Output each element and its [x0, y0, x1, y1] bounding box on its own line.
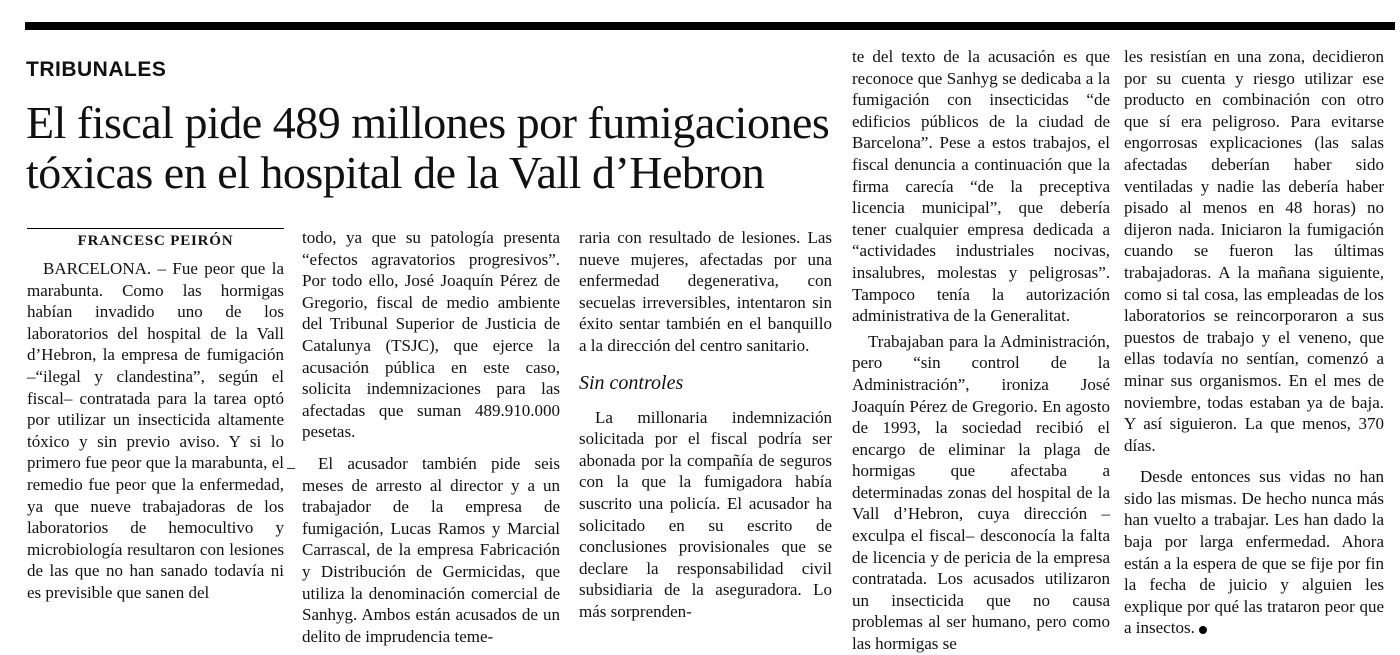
- paragraph: BARCELONA. – Fue peor que la marabunta. Como las hormigas habían invadido uno de los laboratorios del hospital de la Vall d’Hebron, la empresa de fumigación –“ilegal y clandestina”, según el fiscal– contratada para la tarea optó por utilizar un insecticida altamente tóxico y sin previo aviso. Y si lo primero fue peor que la marabunta, el remedio fue peor que la enfermedad, ya que nueve trabajadoras de los laboratorios de hemocultivo y microbiología resultaron con lesiones de las que no han sanado todavía ni es previsible que sanen del: [27, 259, 284, 602]
- section-label: TRIBUNALES: [26, 58, 167, 81]
- paragraph: te del texto de la acusación es que reconoce que Sanhyg se dedicaba a la fumigación con insecticidas “de edificios públicos de la ciudad de Barcelona”. Pese a estos trabajos, el fiscal denuncia a continuación que la firma carecía “de la preceptiva licencia municipal”, que debería tener cualquier empresa dedicada a “actividades industriales nocivas, insalubres, molestas y peligrosas”. Tampoco tenía la autorización administrativa de la Generalitat.: [852, 47, 1110, 326]
- paragraph: La millonaria indemnización solicitada por el fiscal podría ser abonada por la compañía de seguros con la que la fumigadora había suscrito una policía. El acusador ha solicitado en su escrito de conclusiones provisionales que se declare la responsabilidad civil subsidiaria de la aseguradora. Lo más sorprenden-: [579, 407, 832, 621]
- paragraph: [1124, 466, 1384, 639]
- paragraph: todo, ya que su patología presenta “efectos agravatorios progresivos”. Por todo ello, José Joaquín Pérez de Gregorio, fiscal de medio ambiente del Tribunal Superior de Justicia de Catalunya (TSJC), que ejerce la acusación pública en este caso, solicita indemnizaciones para las afectadas que suman 489.910.000 pesetas.: [302, 228, 560, 442]
- paragraph: El acusador también pide seis meses de arresto al director y a un trabajador de la empresa de fumigación, Lucas Ramos y Marcial Carrascal, de la empresa Fabricación y Distribución de Germicidas, que utiliza la denominación comercial de Sanhyg. Ambos están acusados de un delito de imprudencia teme-: [302, 453, 560, 646]
- article-column-1: [27, 258, 284, 604]
- byline-rule: [27, 228, 284, 229]
- subheading: Sin controles: [579, 371, 684, 394]
- article-column-4: [852, 46, 1110, 655]
- article-column-5: [1124, 46, 1384, 639]
- margin-mark: [287, 468, 295, 469]
- byline: FRANCESC PEIRÓN: [77, 233, 234, 249]
- top-rule: [25, 22, 1395, 30]
- article-column-2: [302, 227, 560, 647]
- end-of-article-mark: [1199, 626, 1207, 634]
- paragraph: Trabajaban para la Administración, pero “sin control de la Administración”, ironiza José Joaquín Pérez de Gregorio. En agosto de 1993, la sociedad recibió el encargo de eliminar la plaga de hormigas que afectaba a determinadas zonas del hospital de la Vall d’Hebron, cuya dirección –exculpa el fiscal– desconocía la falta de licencia y de pericia de la empresa contratada. Los acusados utilizaron un insecticida que no causa problemas al ser humano, pero como las hormigas se: [852, 331, 1110, 654]
- article-column-3: [579, 227, 832, 623]
- headline: El fiscal pide 489 millones por fumigaciones tóxicas en el hospital de la Vall d’Hebron: [26, 97, 830, 198]
- paragraph-text: Desde entonces sus vidas no han sido las mismas. De hecho nunca más han vuelto a trabajar. Les han dado la baja por larga enfermedad. Ahora están a la espera de que se fije por fin la fecha de juicio y alguien les explique por qué las trataron peor que a insectos.: [1124, 467, 1384, 638]
- paragraph: les resistían en una zona, decidieron por su cuenta y riesgo utilizar ese producto en combinación con otro que sí era peligroso. Para evitarse engorrosas explicaciones (las salas afectadas deberían haber sido ventiladas y nadie las debería haber pisado al menos en 48 horas) no dijeron nada. Iniciaron la fumigación cuando se fueron las últimas trabajadoras. A la mañana siguiente, como si tal cosa, las empleadas de los laboratorios se reincorporaron a sus puestos de trabajo y el veneno, que ellas todavía no sentían, comenzó a minar sus organismos. En el mes de noviembre, todas estaban ya de baja. Y así siguieron. La que menos, 370 días.: [1124, 47, 1384, 455]
- paragraph: raria con resultado de lesiones. Las nueve mujeres, afectadas por una enfermedad degenerativa, con secuelas irreversibles, intentaron sin éxito sentar también en el banquillo a la dirección del centro sanitario.: [579, 228, 832, 355]
